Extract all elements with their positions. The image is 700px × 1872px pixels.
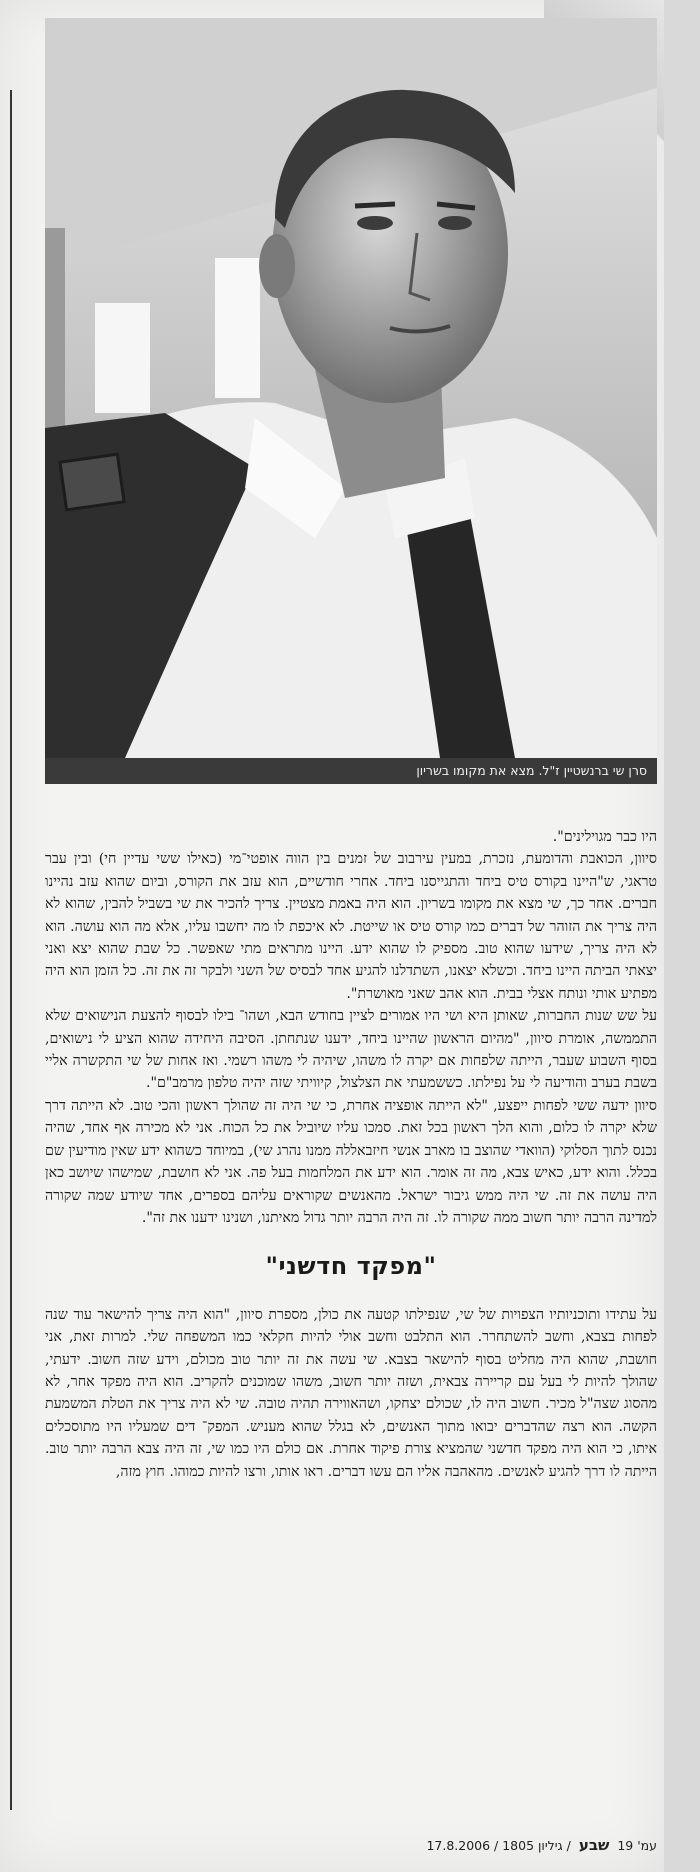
page-footer	[45, 1836, 657, 1854]
publication-name: שבע	[578, 1836, 610, 1854]
column-rule	[10, 90, 12, 1810]
issue-date: 17.8.2006	[426, 1838, 491, 1853]
article-paragraph: היו כבר מגוילינים".	[552, 829, 657, 845]
section-subheading: "מפקד חדשני"	[265, 1252, 437, 1281]
issue-number: / גיליון 1805 /	[494, 1838, 571, 1853]
article-paragraph: על שש שנות החברות, שאותן היא ושי היו אמורים לציין בחודש הבא, ושהו־ בילו לבסוף להצעת הנישואים שלא התממשה, אומרת סיוון, "מהיום הראשון שהיינו ביחד, ידענו שנתחתן. הסיבה היחידה שהוא הציע לי נישואים, בסוף השבוע שעבר, הייתה שלפחות אם יקרה לו משהו, שיהיה לי משהו רשמי. ואז אחות של שי התקשרה אליי בשבת בערב והודיעה לי על נפילתו. כששמעתי את הצלצול, קיוויתי שזה יהיה טלפון מרמב"ם".	[45, 1008, 657, 1092]
article-paragraph: סיוון ידעה ששי לפחות ייפצע, "לא הייתה אופציה אחרת, כי שי היה זה שהולך ראשון והכי טוב. לא הייתה דרך שלא יקרה לו כלום, והוא הלך ראשון בכל זאת. סמכו עליו שיוביל את כל הכוח. אני לא מכירה אף אחד, שהיה נכנס לתוך הסלוקי (הוואדי שהוצב בו מארב אנשי חיזבאללה ממנו נהרג שי), במיוחד כשהוא ידע שאין מודיעין שם בכלל. והוא ידע, כאיש צבא, מה זה אומר. הוא ידע את המלחמות בעל פה. אני לא חושבת, שמישהו שיושב כאן היה עושה את זה. שי היה ממש גיבור ישראל. מהאנשים שקוראים עליהם בספרים, אחד שיודע שמה שקורה למדינה הרבה יותר חשוב ממה שקורה לו. זה היה הרבה יותר גדול מאיתנו, ושנינו ידענו את זה".	[45, 1097, 657, 1226]
photo-caption: סרן שי ברנשטיין ז"ל. מצא את מקומו בשריון	[45, 758, 657, 784]
page-number: עמ' 19	[617, 1838, 657, 1853]
article-body	[45, 826, 657, 1483]
portrait-illustration	[45, 18, 657, 758]
article-paragraph: על עתידו ותוכניותיו הצפויות של שי, שנפילתו קטעה את כולן, מספרת סיוון, "הוא היה צריך להישאר עוד שנה לפחות בצבא, וחשב להשתחרר. הוא התלבט וחשב אולי להיות חקלאי כמו המשפחה שלי. למרות זאת, אני חושבת, שהוא היה מחליט בסוף להישאר בצבא. שי עשה את זה יותר טוב מכולם, וידע שזה חשוב. ידעתי, שהולך להיות לי בעל עם קריירה צבאית, ושזה יותר חשוב, משהו שמוכנים להקריב. הוא היה מפקד אחר, לא מהסוג שצה"ל מכיר. חשוב היה לו, שכולם יצחקו, ושהאווירה תהיה טובה. שי לא היה צריך את הטלת המשמעת הקשה. הוא רצה שהדברים יבואו מתוך האנשים, לא בגלל שהוא מעניש. המפק־ דים שמעליו היו מתוסכלים איתו, כי הוא היה מפקד חדשני שהמציא צורת פיקוד אחרת. אם כולם היו כמו שי, זה היה צבא הרבה יותר טוב. הייתה לו דרך להגיע לאנשים. מהאהבה אליו הם עשו דברים. ראו אותו, ורצו להיות כמוהו. חוץ מזה,	[45, 1306, 657, 1480]
portrait-photo	[45, 18, 657, 758]
article-paragraph: סיוון, הכואבת והדומעת, נזכרת, במעין עירבוב של זמנים בין הווה אופטי־מי (כאילו ששי עדיין חי) ובין עבר טראגי, ש"היינו בקורס טיס ביחד והתגייסנו ביחד. אחרי חודשיים, הוא עזב את הקורס, וביום שהוא עזב נהיינו חברים. אחר כך, שי מצא את מקומו בשריון. הוא היה באמת מצטיין. צריך להכיר את שי בשביל להבין, שהוא לא היה צריך את הזוהר של דברים כמו קורס טיס או שייטת. לא איכפת לו מה יחשבו עליו, אלא מה הוא עושה. הוא לא היה צריך, שידעו שהוא טוב. מספיק לו שהוא ידע. היינו מתראים מתי שאפשר. כל שבת שהוא יצא ואני יצאתי הביתה היינו ביחד. וכשלא יצאנו, השתדלנו להגיע אחד לבסיס של השני ולבקר זה את זה. כל הזמן הוא היה מפתיע אותי ונותח אצלי בבית. הוא אהב שאני מאושרת".	[45, 851, 657, 1002]
